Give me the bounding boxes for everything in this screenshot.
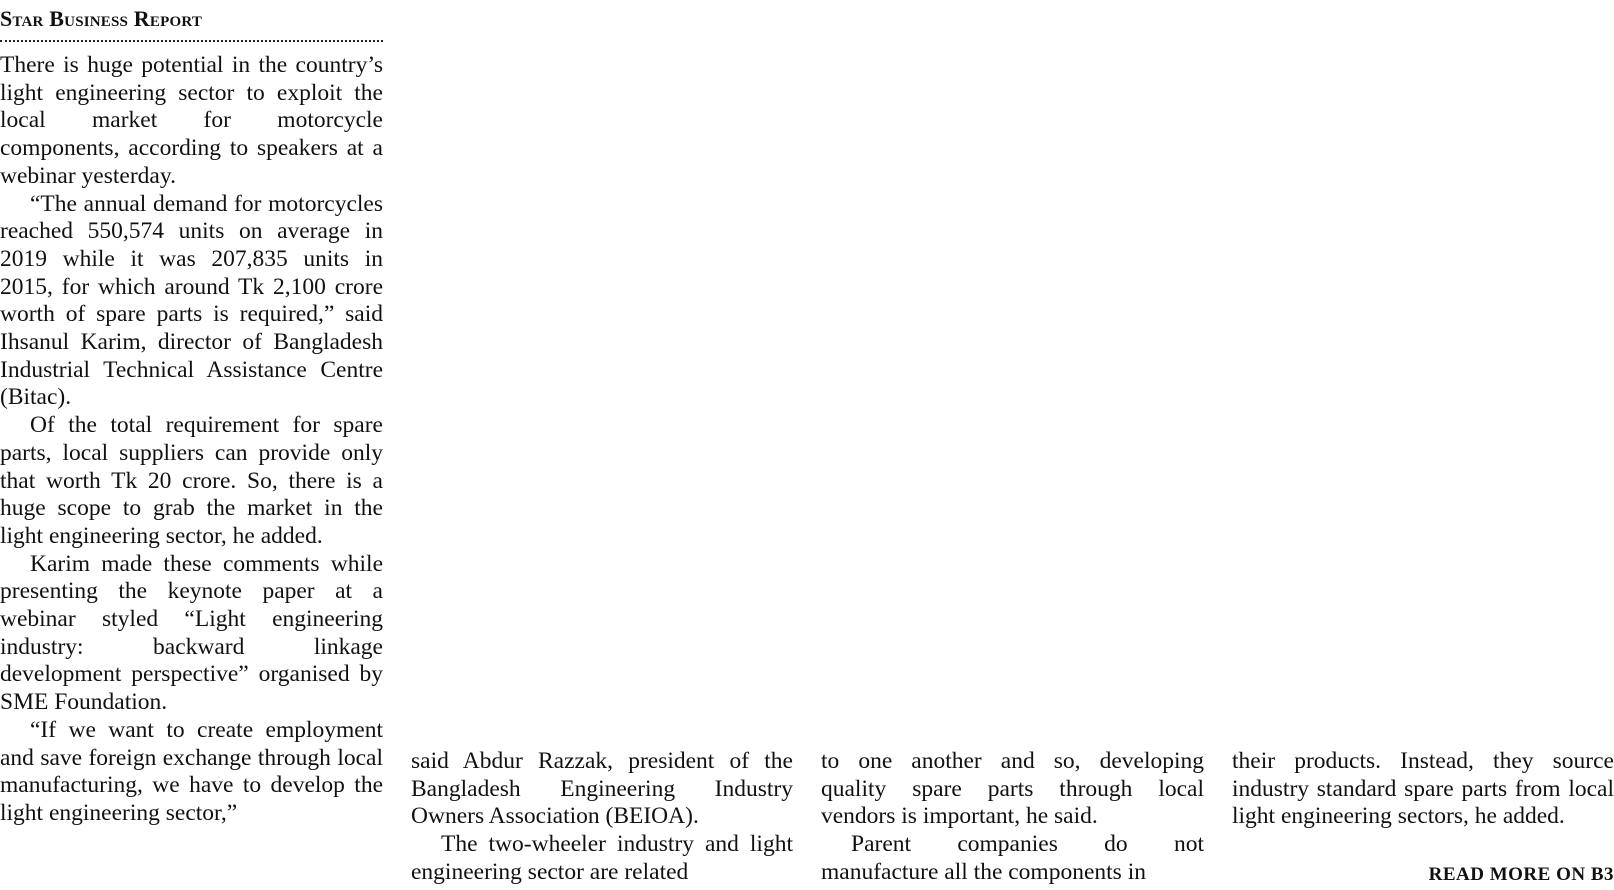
paragraph: “The annual demand for motorcycles reached 550,574 units on average in 2019 while it was 207,835 units in 2015, for which around Tk 2,100 crore worth of spare parts is required,” said Ihsanul Karim, director of Bangladesh Industrial Technical Assistance Centre (Bitac). (0, 190, 383, 411)
byline: Star Business Report (0, 6, 203, 31)
article-column-2 (411, 748, 793, 887)
paragraph: Of the total requirement for spare parts, local suppliers can provide only that worth Tk 20 crore. So, there is a huge scope to grab the market in the light engineering sector, he added. (0, 412, 383, 549)
article-column-3 (821, 748, 1204, 887)
article-column-4 (1232, 748, 1614, 831)
read-more-link[interactable]: READ MORE ON B3 (1428, 864, 1614, 885)
paragraph: to one another and so, developing quality spare parts through local vendors is important, he said. (821, 748, 1204, 830)
paragraph: There is huge potential in the country’s light engineering sector to exploit the local market for motorcycle components, according to speakers at a webinar yesterday. (0, 52, 383, 189)
paragraph: their products. Instead, they source industry standard spare parts from local light engineering sectors, he added. (1232, 748, 1614, 830)
byline-divider (0, 40, 383, 42)
paragraph: Karim made these comments while presenting the keynote paper at a webinar styled “Light engineering industry: backward linkage development perspective” organised by SME Foundation. (0, 550, 383, 716)
paragraph: “If we want to create employment and save foreign exchange through local manufacturing, we have to develop the light engineering sector,” (0, 716, 383, 826)
paragraph: The two-wheeler industry and light engineering sector are related (411, 831, 793, 885)
article-column-1 (0, 52, 383, 828)
paragraph: said Abdur Razzak, president of the Bangladesh Engineering Industry Owners Association (BEIOA). (411, 748, 793, 830)
paragraph: Parent companies do not manufacture all the components in (821, 831, 1204, 885)
